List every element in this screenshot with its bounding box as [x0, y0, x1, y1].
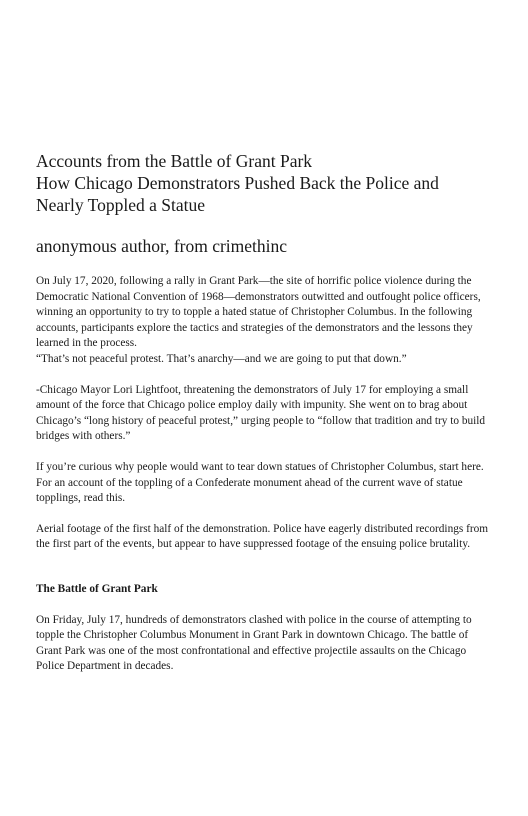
intro-paragraph: On July 17, 2020, following a rally in Grant Park—the site of horrific police violence during the Democratic National Convention of 1968—demonstrators outwitted and outfought police officers, winning an opportunity to try to topple a hated statue of Christopher Columbus. In the following accounts, participants explore the tactics and strategies of the demonstrators and the lessons they learned in the process.	[36, 275, 481, 350]
quote-paragraph: “That’s not peaceful protest. That’s anarchy—and we are going to put that down.”	[36, 352, 407, 365]
title-line-3: Nearly Toppled a Statue	[36, 195, 206, 215]
title-line-2: How Chicago Demonstrators Pushed Back the Police and	[36, 173, 439, 193]
article	[36, 150, 496, 675]
aerial-paragraph: Aerial footage of the first half of the demonstration. Police have eagerly distributed recordings from the first part of the events, but appear to have suppressed footage of the ensuing police brutality.	[36, 522, 489, 551]
attribution-paragraph: -Chicago Mayor Lori Lightfoot, threatening the demonstrators of July 17 for employing a small amount of the force that Chicago police employ daily with impunity. She went on to brag about Chicago’s “long history of peaceful protest,” urging people to “follow that tradition and try to build bridges with others.”	[36, 383, 486, 443]
title-line-1: Accounts from the Battle of Grant Park	[36, 151, 313, 171]
author-byline: anonymous author, from crimethinc	[36, 236, 288, 256]
section-body-paragraph: On Friday, July 17, hundreds of demonstrators clashed with police in the course of attempting to topple the Christopher Columbus Monument in Grant Park in downtown Chicago. The battle of Grant Park was one of the most confrontational and effective projectile assaults on the Chicago Police Department in decades.	[36, 613, 472, 673]
article-title	[36, 150, 496, 216]
curious-paragraph: If you’re curious why people would want to tear down statues of Christopher Columbus, start here. For an account of the toppling of a Confederate monument ahead of the current wave of statue topplings, read this.	[36, 460, 484, 505]
section-heading: The Battle of Grant Park	[36, 582, 158, 595]
